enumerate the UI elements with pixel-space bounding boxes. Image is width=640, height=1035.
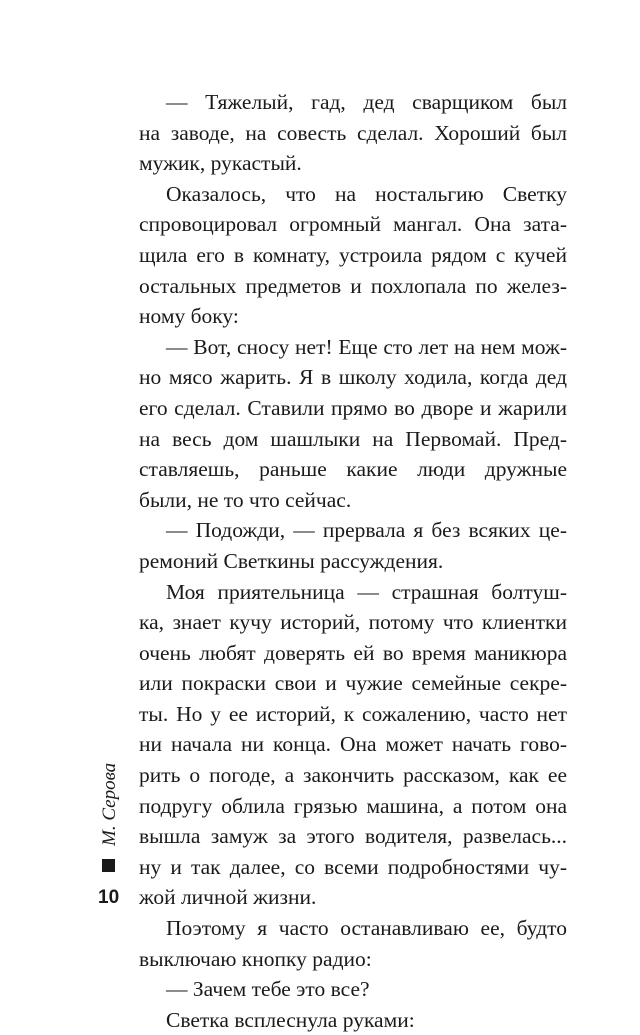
text-line: — Тяжелый, гад, дед сварщиком был (166, 90, 567, 114)
text-line: — Вот, сносу нет! Еще сто лет на нем мож- (166, 334, 567, 359)
text-line: Моя приятельница — страшная болтуш- (166, 579, 567, 604)
text-line: выключаю кнопку радио: (139, 946, 372, 971)
running-header-author: М. Серова (99, 762, 120, 846)
text-line: ка, знает кучу историй, потому что клиентки (139, 610, 567, 635)
text-line: ты. Но у ее историй, к сожалению, часто нет (139, 701, 567, 726)
text-line: Оказалось, что на ностальгию Светку (166, 181, 567, 206)
text-line: мужик, рукастый. (139, 151, 302, 176)
text-line: ставляешь, раньше какие люди дружные (139, 457, 567, 482)
text-line: ни начала ни конца. Она может начать гово- (139, 732, 567, 757)
page-number: 10 (98, 887, 120, 908)
square-marker-icon (102, 859, 115, 872)
text-line: ному боку: (139, 304, 239, 329)
text-line: вышла замуж за этого водителя, развелась... (139, 824, 567, 849)
text-line: Поэтому я часто останавливаю ее, будто (166, 916, 567, 941)
text-line: Светка всплеснула руками: (166, 1007, 415, 1032)
body-text (139, 87, 567, 1035)
text-line: на весь дом шашлыки на Первомай. Пред- (139, 426, 567, 451)
text-line: ремоний Светкины рассуждения. (139, 548, 444, 573)
text-line: ну и так далее, со всеми подробностями чу- (139, 854, 567, 879)
text-line: спровоцировал огромный мангал. Она зата- (139, 212, 567, 237)
text-line: — Подожди, — прервала я без всяких це- (166, 518, 567, 543)
text-line: — Зачем тебе это все? (166, 977, 370, 1002)
text-line: или покраски свои и чужие семейные секре- (139, 671, 567, 696)
text-line: его сделал. Ставили прямо во дворе и жарили (139, 395, 567, 420)
text-line: были, не то что сейчас. (139, 487, 352, 512)
text-line: рить о погоде, а закончить рассказом, как ее (139, 763, 567, 788)
text-line: очень любят доверять ей во время маникюра (139, 640, 567, 665)
text-line: подругу облила грязью машина, а потом она (139, 793, 567, 818)
text-line: жой личной жизни. (139, 885, 317, 910)
text-line: но мясо жарить. Я в школу ходила, когда дед (139, 365, 567, 390)
text-line: щила его в комнату, устроила рядом с кучей (139, 242, 567, 267)
text-line: остальных предметов и похлопала по желез- (139, 273, 567, 298)
text-line: на заводе, на совесть сделал. Хороший был (139, 120, 567, 145)
